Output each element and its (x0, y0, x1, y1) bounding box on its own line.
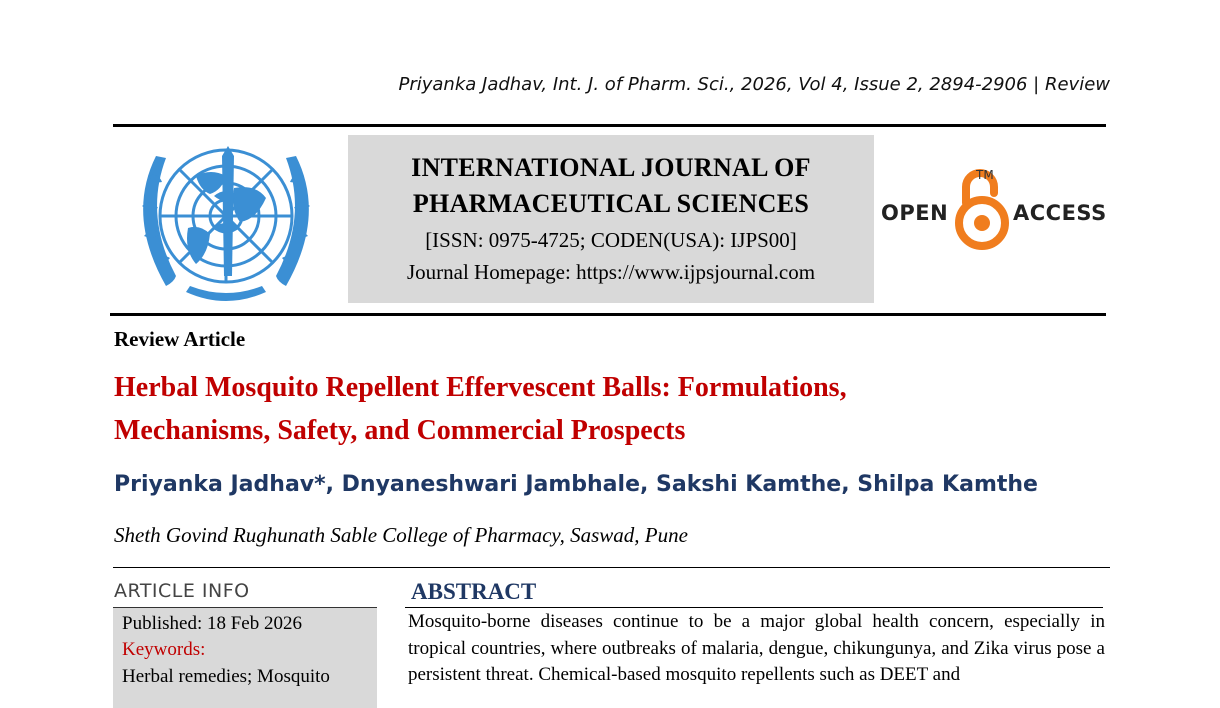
running-citation: Priyanka Jadhav, Int. J. of Pharm. Sci., 2026, Vol 4, Issue 2, 2894-2906 | Review (398, 74, 1110, 95)
journal-name-line1: INTERNATIONAL JOURNAL OF (411, 153, 811, 182)
journal-masthead (348, 135, 874, 303)
journal-name (348, 150, 874, 222)
article-affiliation: Sheth Govind Rughunath Sable College of Pharmacy, Saswad, Pune (114, 523, 688, 547)
abstract-text: Mosquito-borne diseases continue to be a major global health concern, especially in tropical countries, where outbreaks of malaria, dengue, chikungunya, and Zika virus pose a persistent threat. Chemical-based mosquito repellents such as DEET and (408, 611, 1105, 685)
keywords-label: Keywords: (122, 639, 206, 660)
abstract-rule (405, 607, 1103, 608)
article-type: Review Article (114, 327, 246, 351)
article-title-line2: Mechanisms, Safety, and Commercial Prospects (114, 415, 686, 446)
header-bottom-rule (110, 313, 1106, 316)
article-title-line1: Herbal Mosquito Repellent Effervescent Balls: Formulations, (114, 372, 847, 403)
open-access-trademark: TM (976, 168, 994, 182)
open-access-access-text: ACCESS (1013, 201, 1107, 225)
article-info-box (113, 607, 377, 708)
journal-issn: [ISSN: 0975-4725; CODEN(USA): IJPS00] (425, 228, 797, 252)
published-date: Published: 18 Feb 2026 (122, 613, 302, 634)
keywords-value: Herbal remedies; Mosquito (122, 666, 330, 687)
abstract-heading: ABSTRACT (411, 579, 537, 604)
journal-name-line2: PHARMACEUTICAL SCIENCES (412, 189, 810, 218)
journal-homepage: Journal Homepage: https://www.ijpsjournal.com (406, 260, 816, 284)
open-access-logo (880, 165, 1110, 255)
article-title (114, 366, 1094, 452)
article-info-heading: ARTICLE INFO (114, 580, 250, 602)
header-top-rule (113, 124, 1106, 127)
journal-emblem-logo (126, 136, 326, 308)
section-divider (113, 567, 1110, 568)
article-authors: Priyanka Jadhav*, Dnyaneshwari Jambhale, Sakshi Kamthe, Shilpa Kamthe (114, 472, 1038, 497)
open-access-open-text: OPEN (881, 201, 949, 225)
